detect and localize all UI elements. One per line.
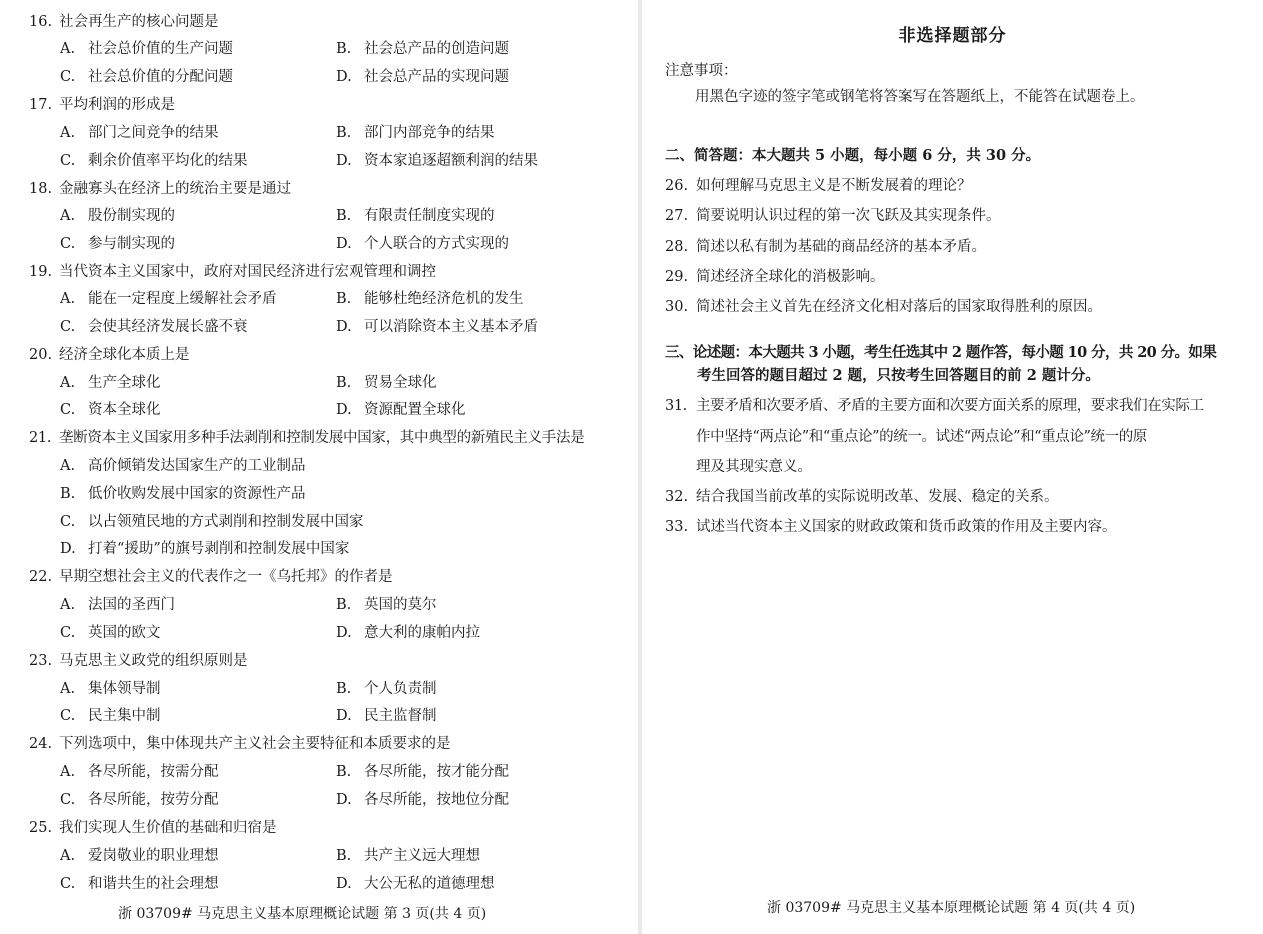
option-letter: D.	[336, 69, 352, 85]
option-c	[60, 235, 175, 253]
option-text: 社会总产品的创造问题	[364, 41, 509, 57]
option-text: 参与制实现的	[88, 236, 175, 252]
option-text: 有限责任制度实现的	[364, 208, 495, 224]
option-letter: A.	[60, 848, 76, 864]
question-number: 30.	[665, 299, 689, 315]
option-a	[60, 207, 175, 225]
option-letter: C.	[60, 625, 76, 641]
option-text: 和谐共生的社会理想	[88, 876, 219, 892]
question-number: 24.	[29, 736, 53, 752]
option-letter: B.	[336, 41, 352, 57]
question-27	[665, 207, 1001, 225]
question-21	[29, 429, 584, 447]
option-letter: C.	[60, 69, 76, 85]
option-letter: C.	[60, 236, 76, 252]
option-c	[60, 875, 219, 893]
option-text: 资本全球化	[88, 402, 161, 418]
option-letter: B.	[336, 681, 352, 697]
question-stem: 早期空想社会主义的代表作之一《乌托邦》的作者是	[59, 569, 393, 585]
question-number: 32.	[665, 489, 689, 505]
exam-page-4	[642, 0, 1263, 934]
option-c	[60, 791, 219, 809]
option-letter: B.	[336, 125, 352, 141]
option-letter: C.	[60, 792, 76, 808]
option-text: 法国的圣西门	[88, 597, 175, 613]
option-letter: D.	[60, 541, 76, 557]
option-b	[336, 680, 437, 698]
question-17	[29, 96, 175, 114]
option-letter: D.	[336, 876, 352, 892]
option-text: 集体领导制	[88, 681, 161, 697]
option-letter: A.	[60, 125, 76, 141]
option-letter: A.	[60, 681, 76, 697]
question-stem: 如何理解马克思主义是不断发展着的理论？	[696, 178, 972, 194]
section-title: 非选择题部分	[898, 26, 1007, 46]
question-stem: 当代资本主义国家中，政府对国民经济进行宏观管理和调控	[59, 264, 436, 280]
option-text: 能在一定程度上缓解社会矛盾	[88, 291, 277, 307]
option-text: 生产全球化	[88, 375, 161, 391]
question-stem: 垄断资本主义国家用多种手法剥削和控制发展中国家，其中典型的新殖民主义手法是	[59, 430, 585, 446]
option-b	[336, 124, 495, 142]
option-text: 能够杜绝经济危机的发生	[364, 291, 524, 307]
option-b	[336, 596, 437, 614]
option-c	[60, 513, 364, 531]
question-number: 20.	[29, 347, 53, 363]
option-a	[60, 457, 306, 475]
option-letter: A.	[60, 41, 76, 57]
option-a	[60, 596, 175, 614]
question-stem: 下列选项中，集中体现共产主义社会主要特征和本质要求的是	[59, 736, 451, 752]
option-d	[336, 624, 480, 642]
option-letter: C.	[60, 319, 76, 335]
option-b	[336, 207, 495, 225]
question-32	[665, 488, 1059, 506]
question-30	[665, 298, 1102, 316]
option-text: 贸易全球化	[364, 375, 437, 391]
option-text: 高价倾销发达国家生产的工业制品	[88, 458, 306, 474]
question-number: 26.	[665, 178, 689, 194]
option-text: 社会总价值的分配问题	[88, 69, 233, 85]
option-text: 社会总价值的生产问题	[88, 41, 233, 57]
option-letter: D.	[336, 792, 352, 808]
question-18	[29, 180, 291, 198]
section-3-header-cont: 考生回答的题目超过 2 题，只按考生回答题目的前 2 题计分。	[697, 367, 1100, 384]
option-letter: D.	[336, 402, 352, 418]
question-number: 29.	[665, 269, 689, 285]
option-text: 各尽所能，按才能分配	[364, 764, 509, 780]
option-text: 个人联合的方式实现的	[364, 236, 509, 252]
option-text: 各尽所能，按需分配	[88, 764, 219, 780]
option-letter: D.	[336, 319, 352, 335]
question-25	[29, 819, 277, 837]
option-letter: B.	[336, 597, 352, 613]
question-24	[29, 735, 451, 753]
option-letter: B.	[60, 486, 76, 502]
option-d	[336, 707, 437, 725]
question-number: 27.	[665, 208, 689, 224]
option-b	[336, 374, 437, 392]
question-stem: 平均利润的形成是	[59, 97, 175, 113]
question-33	[665, 518, 1117, 536]
option-text: 英国的欧文	[88, 625, 161, 641]
option-a	[60, 847, 219, 865]
option-b	[336, 763, 509, 781]
section-2-header: 二、简答题：本大题共 5 小题，每小题 6 分，共 30 分。	[665, 147, 1041, 164]
option-letter: D.	[336, 153, 352, 169]
option-c	[60, 68, 233, 86]
option-letter: B.	[336, 291, 352, 307]
option-text: 剩余价值率平均化的结果	[88, 153, 248, 169]
option-d	[336, 318, 538, 336]
option-text: 共产主义远大理想	[364, 848, 480, 864]
option-c	[60, 624, 161, 642]
question-31-cont: 理及其现实意义。	[696, 459, 812, 475]
option-letter: D.	[336, 708, 352, 724]
option-text: 可以消除资本主义基本矛盾	[364, 319, 538, 335]
option-letter: A.	[60, 458, 76, 474]
question-29	[665, 268, 885, 286]
question-number: 33.	[665, 519, 689, 535]
option-letter: D.	[336, 236, 352, 252]
option-d	[336, 791, 509, 809]
question-26	[665, 177, 972, 195]
option-text: 各尽所能，按劳分配	[88, 792, 219, 808]
option-letter: A.	[60, 375, 76, 391]
option-letter: A.	[60, 208, 76, 224]
question-number: 22.	[29, 569, 53, 585]
option-b	[336, 847, 480, 865]
question-23	[29, 652, 248, 670]
option-text: 以占领殖民地的方式剥削和控制发展中国家	[88, 514, 364, 530]
question-stem: 经济全球化本质上是	[59, 347, 190, 363]
option-letter: C.	[60, 876, 76, 892]
page-footer: 浙 03709# 马克思主义基本原理概论试题 第 4 页(共 4 页)	[767, 900, 1136, 916]
option-letter: C.	[60, 708, 76, 724]
option-a	[60, 763, 219, 781]
notice-label: 注意事项：	[665, 63, 738, 79]
option-text: 资源配置全球化	[364, 402, 466, 418]
option-letter: B.	[336, 764, 352, 780]
option-b	[336, 290, 524, 308]
question-stem: 简要说明认识过程的第一次飞跃及其实现条件。	[696, 208, 1001, 224]
option-text: 股份制实现的	[88, 208, 175, 224]
option-text: 民主集中制	[88, 708, 161, 724]
question-31	[665, 397, 1204, 415]
option-letter: C.	[60, 514, 76, 530]
option-text: 英国的莫尔	[364, 597, 437, 613]
option-letter: C.	[60, 153, 76, 169]
option-letter: A.	[60, 291, 76, 307]
question-stem: 主要矛盾和次要矛盾、矛盾的主要方面和次要方面关系的原理，要求我们在实际工	[696, 398, 1204, 414]
option-text: 部门之间竞争的结果	[88, 125, 219, 141]
question-stem: 试述当代资本主义国家的财政政策和货币政策的作用及主要内容。	[696, 519, 1117, 535]
option-a	[60, 124, 219, 142]
option-text: 低价收购发展中国家的资源性产品	[88, 486, 306, 502]
option-d	[336, 401, 466, 419]
option-letter: A.	[60, 764, 76, 780]
option-text: 民主监督制	[364, 708, 437, 724]
option-b	[336, 40, 509, 58]
question-20	[29, 346, 190, 364]
option-a	[60, 374, 161, 392]
notice-text: 用黑色字迹的签字笔或钢笔将答案写在答题纸上，不能答在试题卷上。	[695, 89, 1145, 105]
option-letter: A.	[60, 597, 76, 613]
question-number: 16.	[29, 14, 53, 30]
option-text: 爱岗敬业的职业理想	[88, 848, 219, 864]
option-b	[60, 485, 306, 503]
option-text: 部门内部竞争的结果	[364, 125, 495, 141]
option-d	[60, 540, 349, 558]
question-stem: 简述经济全球化的消极影响。	[696, 269, 885, 285]
option-letter: B.	[336, 208, 352, 224]
question-number: 18.	[29, 181, 53, 197]
option-c	[60, 401, 161, 419]
option-c	[60, 318, 248, 336]
page-footer: 浙 03709# 马克思主义基本原理概论试题 第 3 页(共 4 页)	[118, 906, 487, 922]
question-number: 17.	[29, 97, 53, 113]
option-text: 大公无私的道德理想	[364, 876, 495, 892]
question-stem: 简述以私有制为基础的商品经济的基本矛盾。	[696, 239, 986, 255]
question-number: 21.	[29, 430, 52, 446]
option-a	[60, 680, 161, 698]
section-3-header: 三、论述题：本大题共 3 小题，考生任选其中 2 题作答，每小题 10 分，共 20 分。如果	[665, 344, 1217, 361]
option-text: 会使其经济发展长盛不衰	[88, 319, 248, 335]
option-letter: B.	[336, 375, 352, 391]
question-16	[29, 13, 219, 31]
option-d	[336, 875, 495, 893]
question-number: 19.	[29, 264, 53, 280]
option-letter: D.	[336, 625, 352, 641]
option-text: 意大利的康帕内拉	[364, 625, 480, 641]
option-letter: C.	[60, 402, 76, 418]
question-number: 28.	[665, 239, 689, 255]
option-c	[60, 707, 161, 725]
question-31-cont: 作中坚持“两点论”和“重点论”的统一。试述“两点论”和“重点论”统一的原	[696, 429, 1147, 445]
question-stem: 社会再生产的核心问题是	[59, 14, 219, 30]
question-stem: 简述社会主义首先在经济文化相对落后的国家取得胜利的原因。	[696, 299, 1102, 315]
question-stem: 结合我国当前改革的实际说明改革、发展、稳定的关系。	[696, 489, 1059, 505]
option-letter: B.	[336, 848, 352, 864]
option-a	[60, 290, 277, 308]
option-d	[336, 235, 509, 253]
option-text: 资本家追逐超额利润的结果	[364, 153, 538, 169]
option-text: 个人负责制	[364, 681, 437, 697]
question-19	[29, 263, 436, 281]
option-text: 打着“援助”的旗号剥削和控制发展中国家	[88, 541, 350, 557]
option-c	[60, 152, 248, 170]
question-number: 25.	[29, 820, 53, 836]
option-text: 各尽所能，按地位分配	[364, 792, 509, 808]
question-22	[29, 568, 393, 586]
question-number: 23.	[29, 653, 53, 669]
option-d	[336, 152, 538, 170]
question-stem: 我们实现人生价值的基础和归宿是	[59, 820, 277, 836]
question-stem: 金融寡头在经济上的统治主要是通过	[59, 181, 291, 197]
question-number: 31.	[665, 398, 687, 414]
option-text: 社会总产品的实现问题	[364, 69, 509, 85]
option-a	[60, 40, 233, 58]
question-stem: 马克思主义政党的组织原则是	[59, 653, 248, 669]
option-d	[336, 68, 509, 86]
question-28	[665, 238, 986, 256]
